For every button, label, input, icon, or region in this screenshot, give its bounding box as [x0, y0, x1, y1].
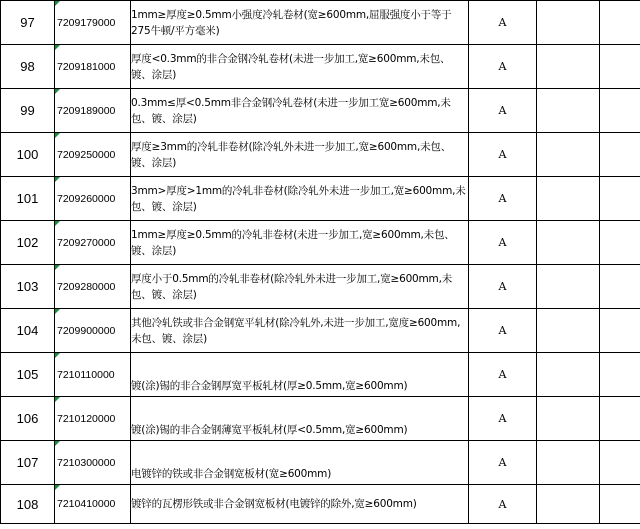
empty-cell[interactable] [537, 45, 600, 89]
hs-code: 7209280000 [57, 280, 116, 293]
cell-comment-marker-icon [55, 133, 60, 138]
table-row [1, 397, 640, 441]
hs-code: 7209900000 [57, 324, 116, 337]
hs-code: 7210120000 [57, 412, 116, 425]
hs-code: 7210410000 [57, 498, 116, 510]
category-cell[interactable]: A [469, 221, 537, 265]
row-number[interactable]: 101 [1, 177, 55, 221]
row-number[interactable]: 98 [1, 45, 55, 89]
row-number[interactable]: 102 [1, 221, 55, 265]
hs-code: 7209179000 [57, 16, 116, 29]
table-row [1, 309, 640, 353]
product-description[interactable]: 厚度小于0.5mm的冷轧非卷材(除冷轧外未进一步加工,宽≥600mm,未包、镀、涂层) [131, 265, 469, 309]
cell-comment-marker-icon [55, 221, 60, 226]
empty-cell[interactable] [600, 89, 640, 133]
empty-cell[interactable] [600, 45, 640, 89]
empty-cell[interactable] [600, 309, 640, 353]
hs-code: 7209189000 [57, 104, 116, 117]
empty-cell[interactable] [537, 265, 600, 309]
hs-code-cell[interactable] [55, 441, 131, 485]
product-description[interactable]: 厚度≥3mm的冷轧非卷材(除冷轧外未进一步加工,宽≥600mm,未包、镀、涂层) [131, 133, 469, 177]
hs-code: 7210110000 [57, 368, 115, 381]
table-row [1, 221, 640, 265]
table-row [1, 441, 640, 485]
empty-cell[interactable] [600, 1, 640, 45]
empty-cell[interactable] [537, 89, 600, 133]
cell-comment-marker-icon [55, 45, 60, 50]
cell-comment-marker-icon [55, 441, 60, 446]
row-number[interactable]: 100 [1, 133, 55, 177]
row-number[interactable]: 103 [1, 265, 55, 309]
row-number[interactable]: 108 [1, 485, 55, 524]
category-cell[interactable]: A [469, 177, 537, 221]
hs-code-cell[interactable] [55, 1, 131, 45]
hs-code: 7209250000 [57, 148, 116, 161]
cell-comment-marker-icon [55, 485, 60, 490]
empty-cell[interactable] [537, 441, 600, 485]
hs-code-cell[interactable] [55, 265, 131, 309]
row-number[interactable]: 107 [1, 441, 55, 485]
hs-code: 7209270000 [57, 236, 116, 249]
category-cell[interactable]: A [469, 89, 537, 133]
empty-cell[interactable] [600, 221, 640, 265]
empty-cell[interactable] [537, 353, 600, 397]
cell-comment-marker-icon [55, 309, 60, 314]
table-row [1, 89, 640, 133]
hs-code: 7209181000 [57, 60, 116, 73]
hs-code-cell[interactable] [55, 89, 131, 133]
empty-cell[interactable] [600, 353, 640, 397]
category-cell[interactable]: A [469, 309, 537, 353]
table-row [1, 353, 640, 397]
product-description[interactable]: 1mm≥厚度≥0.5mm小强度冷轧卷材(宽≥600mm,屈服强度小于等于275牛顿/平方毫米) [131, 1, 469, 45]
hs-code-cell[interactable] [55, 397, 131, 441]
product-description[interactable]: 厚度<0.3mm的非合金钢冷轧卷材(未进一步加工,宽≥600mm,未包、镀、涂层) [131, 45, 469, 89]
table-row [1, 1, 640, 45]
hs-code: 7209260000 [57, 192, 116, 205]
cell-comment-marker-icon [55, 1, 60, 6]
table-row [1, 45, 640, 89]
product-description[interactable]: 1mm≥厚度≥0.5mm的冷轧非卷材(未进一步加工,宽≥600mm,未包、镀、涂层) [131, 221, 469, 265]
category-cell[interactable]: A [469, 1, 537, 45]
empty-cell[interactable] [537, 485, 600, 524]
table-row [1, 485, 640, 524]
empty-cell[interactable] [537, 177, 600, 221]
hs-code-cell[interactable] [55, 485, 131, 524]
row-number[interactable]: 97 [1, 1, 55, 45]
row-number[interactable]: 99 [1, 89, 55, 133]
product-description[interactable]: 镀(涂)锡的非合金钢薄宽平板轧材(厚<0.5mm,宽≥600mm) [131, 397, 469, 441]
hs-code-cell[interactable] [55, 353, 131, 397]
empty-cell[interactable] [600, 397, 640, 441]
hs-code: 7210300000 [57, 456, 116, 469]
empty-cell[interactable] [600, 177, 640, 221]
product-description[interactable]: 其他冷轧铁或非合金钢宽平轧材(除冷轧外,未进一步加工,宽度≥600mm,未包、镀、涂层) [131, 309, 469, 353]
hs-code-cell[interactable] [55, 309, 131, 353]
empty-cell[interactable] [600, 441, 640, 485]
category-cell[interactable]: A [469, 397, 537, 441]
cell-comment-marker-icon [55, 397, 60, 402]
category-cell[interactable]: A [469, 441, 537, 485]
product-description[interactable]: 电镀锌的铁或非合金钢宽板材(宽≥600mm) [131, 441, 469, 485]
cell-comment-marker-icon [55, 353, 60, 358]
empty-cell[interactable] [600, 133, 640, 177]
empty-cell[interactable] [537, 309, 600, 353]
table-row [1, 133, 640, 177]
hs-code-cell[interactable] [55, 177, 131, 221]
category-cell[interactable]: A [469, 485, 537, 524]
row-number[interactable]: 105 [1, 353, 55, 397]
product-description[interactable]: 3mm>厚度>1mm的冷轧非卷材(除冷轧外未进一步加工,宽≥600mm,未包、镀、涂层) [131, 177, 469, 221]
product-description[interactable]: 0.3mm≤厚<0.5mm非合金钢冷轧卷材(未进一步加工宽≥600mm,未包、镀、涂层) [131, 89, 469, 133]
row-number[interactable]: 104 [1, 309, 55, 353]
product-description[interactable]: 镀锌的瓦楞形铁或非合金钢宽板材(电镀锌的除外,宽≥600mm) [131, 485, 469, 524]
empty-cell[interactable] [600, 485, 640, 524]
empty-cell[interactable] [600, 265, 640, 309]
empty-cell[interactable] [537, 1, 600, 45]
category-cell[interactable]: A [469, 353, 537, 397]
cell-comment-marker-icon [55, 177, 60, 182]
category-cell[interactable]: A [469, 133, 537, 177]
hs-code-cell[interactable] [55, 133, 131, 177]
category-cell[interactable]: A [469, 265, 537, 309]
category-cell[interactable]: A [469, 45, 537, 89]
cell-comment-marker-icon [55, 265, 60, 270]
empty-cell[interactable] [537, 221, 600, 265]
table-row [1, 177, 640, 221]
product-description[interactable]: 镀(涂)锡的非合金钢厚宽平板轧材(厚≥0.5mm,宽≥600mm) [131, 353, 469, 397]
hs-code-cell[interactable] [55, 221, 131, 265]
cell-comment-marker-icon [55, 89, 60, 94]
table-row [1, 265, 640, 309]
hs-code-cell[interactable] [55, 45, 131, 89]
row-number[interactable]: 106 [1, 397, 55, 441]
empty-cell[interactable] [537, 133, 600, 177]
empty-cell[interactable] [537, 397, 600, 441]
